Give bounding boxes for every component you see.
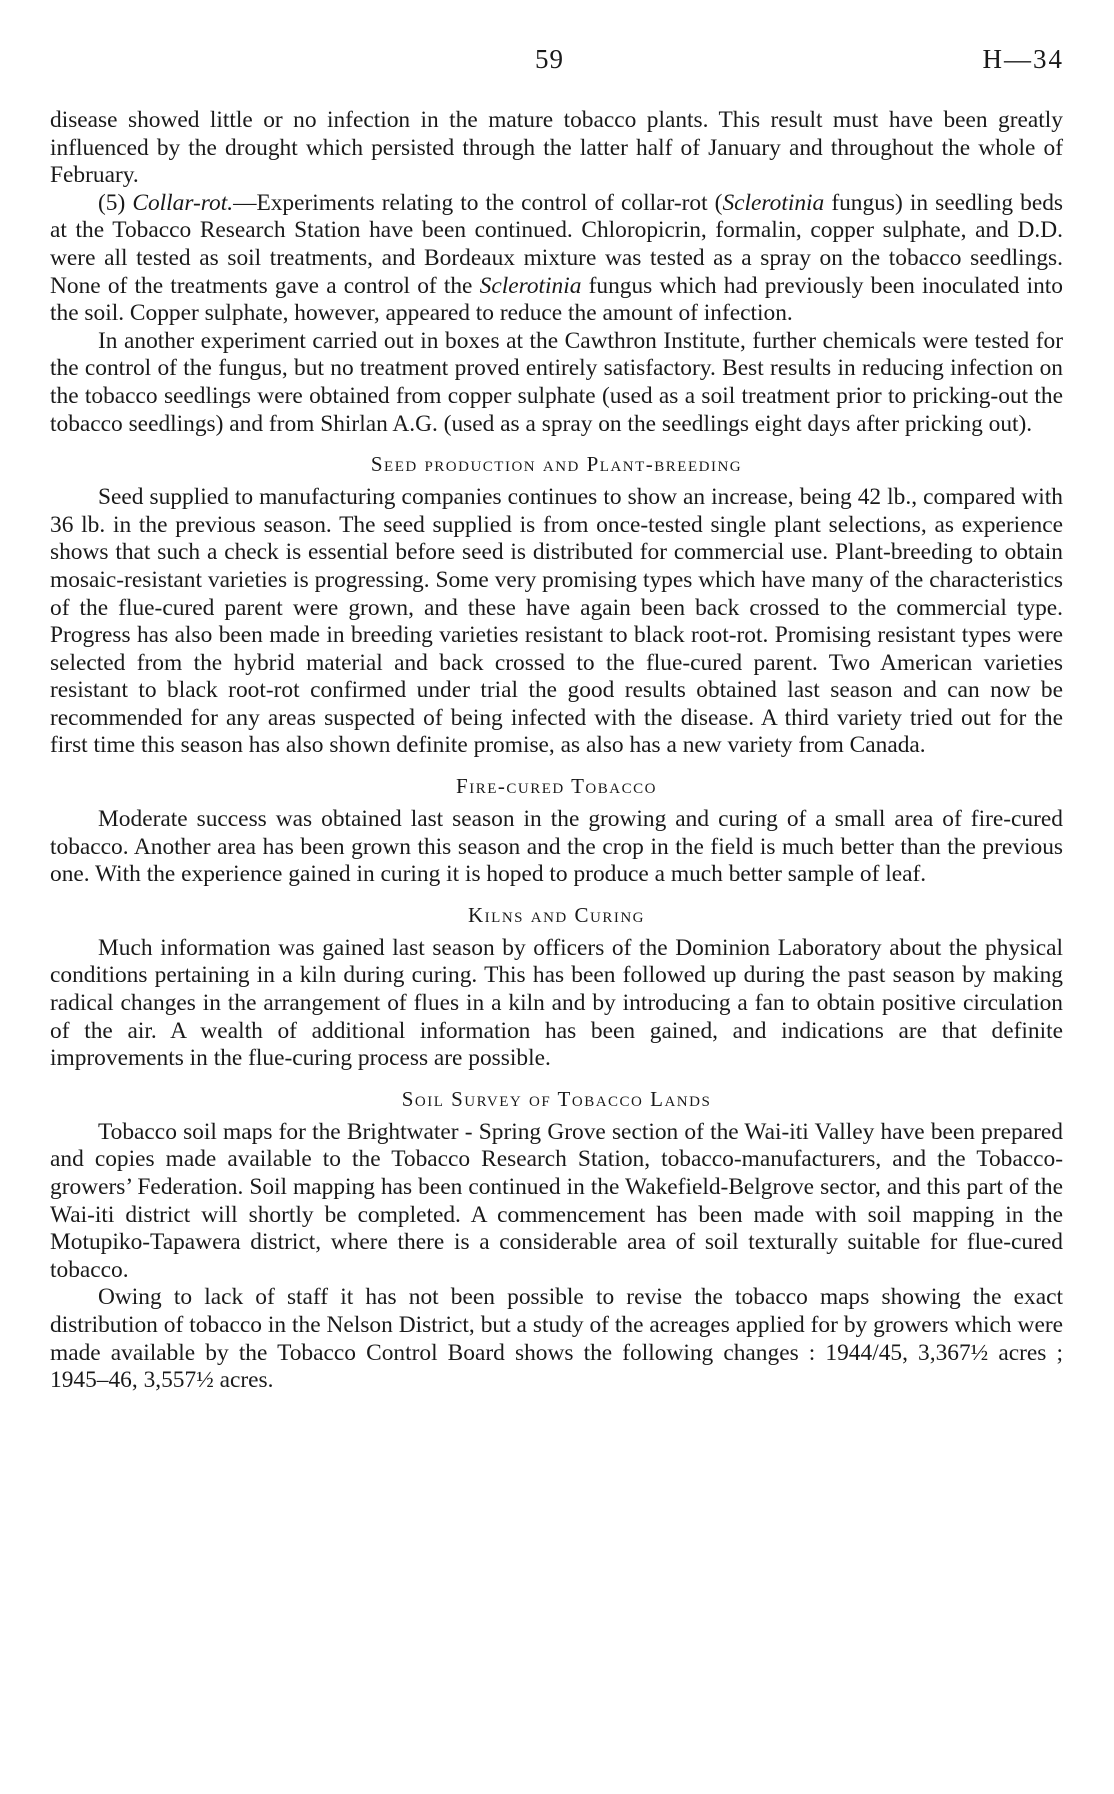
italic-term: Sclerotinia [479, 272, 582, 299]
paragraph: Seed supplied to manufacturing companies continues to show an increase, being 42 lb., compared with 36 lb. in the previous season. The seed supplied is from once-tested single plant selections, as experience shows that such a check is essential before seed is distributed for commercial use. Plant-breeding to obtain mosaic-resistant varieties is progressing. Some very promising types which have many of the characteristics of the flue-cured parent were grown, and these have again been back crossed to the commercial type. Progress has also been made in breeding varieties resistant to black root-rot. Promising resistant types were selected from the hybrid material and back crossed to the flue-cured parent. Two American varieties resistant to black root-rot confirmed under trial the good results obtained last season and can now be recommended for any areas suspected of being infected with the disease. A third variety tried out for the first time this season has also shown definite promise, as also has a new variety from Canada. [50, 484, 1063, 759]
paragraph: Tobacco soil maps for the Brightwater - Spring Grove section of the Wai-iti Valley have been prepared and copies made available to the Tobacco Research Station, tobacco-manufacturers, and the Tobacco-growers’ Federation. Soil mapping has been continued in the Wakefield-Belgrove sector, and this part of the Wai-iti district will shortly be completed. A commencement has been made with soil mapping in the Motupiko-Tapawera district, where there is a considerable area of soil texturally suitable for flue-cured tobacco. [50, 1118, 1063, 1283]
subsection-title: Collar-rot. [132, 189, 234, 216]
paragraph: Much information was gained last season by officers of the Dominion Laboratory about the physical conditions pertaining in a kiln during curing. This has been followed up during the past season by making radical changes in the arrangement of flues in a kiln and by introducing a fan to obtain positive circulation of the air. A wealth of additional information has been gained, and indications are that definite improvements in the flue-curing process are possible. [50, 934, 1063, 1072]
section-heading: Fire-cured Tobacco [456, 774, 657, 799]
list-number: (5) [98, 189, 133, 216]
paragraph: disease showed little or no infection in the mature tobacco plants. This result must have been greatly influenced by the drought which persisted through the latter half of January and throughout the whole of February. [50, 107, 1063, 189]
section-heading: Seed production and Plant-breeding [370, 452, 743, 477]
italic-term: Sclerotinia [722, 189, 825, 216]
section-heading: Soil Survey of Tobacco Lands [401, 1086, 712, 1111]
paragraph: In another experiment carried out in boxes at the Cawthron Institute, further chemicals were tested for the control of the fungus, but no treatment proved entirely satisfactory. Best results in reducing infection on the tobacco seedlings were obtained from copper sulphate (used as a soil treatment prior to pricking-out the tobacco seedlings) and from Shirlan A.G. (used as a spray on the seedlings eight days after pricking out). [50, 327, 1063, 437]
paragraph-text: fungus which had previously been inoculated into the soil. Copper sulphate, however, appeared to reduce the amount of infection. [50, 272, 1063, 327]
page-number: 59 [535, 44, 564, 74]
paragraph-collar-rot [50, 190, 1063, 328]
section-heading: Kilns and Curing [468, 902, 645, 927]
page-body [50, 107, 1063, 1395]
paragraph: Owing to lack of staff it has not been possible to revise the tobacco maps showing the exact distribution of tobacco in the Nelson District, but a study of the acreages applied for by growers which were made available by the Tobacco Control Board shows the following changes : 1944/45, 3,367½ acres ; 1945–46, 3,557½ acres. [50, 1284, 1063, 1394]
running-header [0, 44, 1114, 80]
paragraph-text: fungus) in seedling beds at the Tobacco Research Station have been continued. Chloropicrin, formalin, copper sulphate, and D.D. were all tested as soil treatments, and Bordeaux mixture was tested as a spray on the tobacco seedlings. None of the treatments gave a control of the [50, 189, 1064, 299]
document-reference: H—34 [982, 44, 1064, 74]
paragraph-text: —Experiments relating to the control of collar-rot ( [233, 189, 723, 216]
paragraph: Moderate success was obtained last season in the growing and curing of a small area of fire-cured tobacco. Another area has been grown this season and the crop in the field is much better than the previous one. With the experience gained in curing it is hoped to produce a much better sample of leaf. [50, 806, 1063, 888]
